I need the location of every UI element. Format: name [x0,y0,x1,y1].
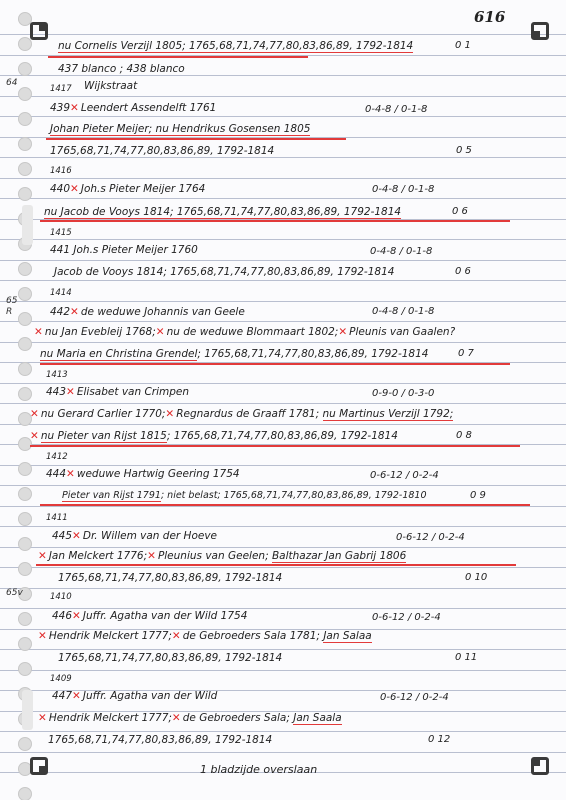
binding-hole [18,512,32,526]
ruled-line [0,280,566,281]
cross-mark-icon: ✕ [66,386,75,398]
cross-mark-icon: ✕ [171,712,181,724]
entry-value: 0 6 [455,266,471,277]
binding-hole [18,562,32,576]
entry-line: Pieter van Rijst 1791; niet belast; 1765,68,71,74,77,80,83,86,89, 1792-1810 [62,490,427,501]
entry-value: 0-6-12 / 0-2-4 [396,532,465,543]
footer-note: 1 bladzijde overslaan [200,763,318,776]
house-number: 1412 [46,452,68,462]
ruled-line [0,670,566,671]
ruled-line [0,465,566,466]
ruled-line [0,96,566,97]
entry-line: 442✕ de weduwe Johannis van Geele [50,306,245,318]
entry-line: ✕ Hendrik Melckert 1777;✕ de Gebroeders Sala; Jan Saala [38,712,342,724]
ruled-line [0,567,566,568]
entry-value: 0-4-8 / 0-1-8 [370,246,433,257]
entry-value: 0-6-12 / 0-2-4 [370,470,439,481]
ruled-line [0,506,566,507]
house-number: 1409 [50,674,72,684]
binding-hole [18,537,32,551]
entry-value: 0 9 [470,490,486,501]
cross-mark-icon: ✕ [34,326,43,338]
entry-value: 0-4-8 / 0-1-8 [372,306,435,317]
cross-mark-icon: ✕ [155,326,165,338]
entry-line: 1765,68,71,74,77,80,83,86,89, 1792-1814 [58,652,283,664]
entry-line: 443✕ Elisabet van Crimpen [46,386,190,398]
margin-note: 64 [6,78,18,88]
entry-line: ✕ Jan Melckert 1776;✕ Pleunius van Geelen; Balthazar Jan Gabrij 1806 [38,550,407,562]
house-number: 1410 [50,592,72,602]
entry-value: 0-4-8 / 0-1-8 [365,104,428,115]
cross-mark-icon: ✕ [30,408,39,420]
binding-hole [18,637,32,651]
entry-line: 440✕ Joh.s Pieter Meijer 1764 [50,183,206,195]
entry-value: 0-6-12 / 0-2-4 [380,692,449,703]
ruled-line [0,321,566,322]
entry-value: 0-9-0 / 0-3-0 [372,388,435,399]
margin-note: 65v [6,588,23,598]
ruled-line [0,424,566,425]
ruled-line [0,178,566,179]
red-underline [30,445,520,447]
ruled-line [0,526,566,527]
binding-hole [18,262,32,276]
entry-line: nu Jacob de Vooys 1814; 1765,68,71,74,77,80,83,86,89, 1792-1814 [44,206,402,218]
binding-hole [18,487,32,501]
ruled-line [0,547,566,548]
ruled-line [0,301,566,302]
ruled-line [0,198,566,199]
cross-mark-icon: ✕ [70,183,79,195]
cross-mark-icon: ✕ [72,610,81,622]
page-number: 616 [474,8,506,26]
entry-value: 0 6 [452,206,468,217]
cross-mark-icon: ✕ [66,468,75,480]
binding-hole [18,337,32,351]
entry-value: 0-6-12 / 0-2-4 [372,612,441,623]
ruled-line [0,342,566,343]
house-number: 1415 [50,228,72,238]
ruled-line [0,157,566,158]
entry-line: ✕ nu Pieter van Rijst 1815; 1765,68,71,74,77,80,83,86,89, 1792-1814 [30,430,398,442]
entry-value: 0 10 [465,572,488,583]
red-underline [46,138,346,140]
binding-hole [18,162,32,176]
red-underline [48,56,308,58]
ruled-line [0,752,566,753]
binding-hole [18,612,32,626]
binding-hole [18,362,32,376]
ruled-line [0,608,566,609]
entry-line: ✕ nu Gerard Carlier 1770;✕ Regnardus de Graaff 1781; nu Martinus Verzijl 1792; [30,408,454,420]
house-number: 1413 [46,370,68,380]
binder-tab [22,205,33,245]
ruled-line [0,116,566,117]
corner-marker-icon [531,22,549,40]
entry-line: 445✕ Dr. Willem van der Hoeve [52,530,218,542]
ruled-line [0,731,566,732]
cross-mark-icon: ✕ [147,550,156,562]
binding-hole [18,137,32,151]
ruled-line [0,75,566,76]
cross-mark-icon: ✕ [171,630,181,642]
entry-line: 444✕ weduwe Hartwig Geering 1754 [46,468,240,480]
entry-value: 0 12 [428,734,451,745]
entry-line: 439✕ Leendert Assendelft 1761 [50,102,217,114]
binding-hole [18,87,32,101]
red-underline [40,363,510,365]
corner-marker-icon [30,22,48,40]
binding-hole [18,112,32,126]
cross-mark-icon: ✕ [338,326,348,338]
ruled-line [0,403,566,404]
cross-mark-icon: ✕ [72,690,81,702]
entry-value: 0 7 [458,348,474,359]
binder-tab [22,690,33,730]
cross-mark-icon: ✕ [70,306,79,318]
cross-mark-icon: ✕ [38,630,47,642]
entry-line: nu Maria en Christina Grendel; 1765,68,71,74,77,80,83,86,89, 1792-1814 [40,348,429,360]
entry-line: Johan Pieter Meijer; nu Hendrikus Gosensen 1805 [50,123,311,135]
binding-hole [18,787,32,800]
red-underline [36,564,516,566]
entry-line: ✕ Hendrik Melckert 1777;✕ de Gebroeders Sala 1781; Jan Salaa [38,630,372,642]
binding-hole [18,187,32,201]
binding-hole [18,287,32,301]
margin-note: 65 R [6,296,18,317]
ruled-line [0,34,566,35]
ruled-line [0,239,566,240]
ruled-line [0,485,566,486]
cross-mark-icon: ✕ [70,102,79,114]
entry-line: 446✕ Juffr. Agatha van der Wild 1754 [52,610,248,622]
house-number: 1417 [50,84,72,94]
cross-mark-icon: ✕ [38,712,47,724]
ruled-line [0,260,566,261]
entry-value: 0-4-8 / 0-1-8 [372,184,435,195]
red-underline [40,504,530,506]
entry-line: nu Cornelis Verzijl 1805; 1765,68,71,74,77,80,83,86,89, 1792-1814 [58,40,414,52]
red-underline [40,220,510,222]
entry-value: 0 8 [456,430,472,441]
binding-hole [18,387,32,401]
house-number: 1416 [50,166,72,176]
house-number: 1414 [50,288,72,298]
corner-marker-icon [531,757,549,775]
street-name: Wijkstraat [84,80,138,92]
entry-line: 447✕ Juffr. Agatha van der Wild [52,690,218,702]
ruled-line [0,588,566,589]
binding-hole [18,462,32,476]
entry-line: 437 blanco ; 438 blanco [58,63,185,75]
ruled-line [0,649,566,650]
cross-mark-icon: ✕ [38,550,47,562]
ruled-line [0,383,566,384]
entry-line: 1765,68,71,74,77,80,83,86,89, 1792-1814 [58,572,283,584]
house-number: 1411 [46,513,68,523]
binding-holes [14,0,34,800]
entry-value: 0 11 [455,652,478,663]
binding-hole [18,737,32,751]
cross-mark-icon: ✕ [30,430,39,442]
cross-mark-icon: ✕ [165,408,175,420]
entry-line: Jacob de Vooys 1814; 1765,68,71,74,77,80,83,86,89, 1792-1814 [54,266,395,278]
entry-line: ✕ nu Jan Evebleij 1768;✕ nu de weduwe Blommaart 1802;✕ Pleunis van Gaalen? [34,326,456,338]
binding-hole [18,312,32,326]
entry-value: 0 1 [455,40,471,51]
corner-marker-icon [30,757,48,775]
binding-hole [18,62,32,76]
cross-mark-icon: ✕ [72,530,81,542]
binding-hole [18,662,32,676]
entry-line: 1765,68,71,74,77,80,83,86,89, 1792-1814 [50,145,275,157]
entry-line: 1765,68,71,74,77,80,83,86,89, 1792-1814 [48,734,273,746]
entry-value: 0 5 [456,145,472,156]
entry-line: 441 Joh.s Pieter Meijer 1760 [50,244,198,256]
